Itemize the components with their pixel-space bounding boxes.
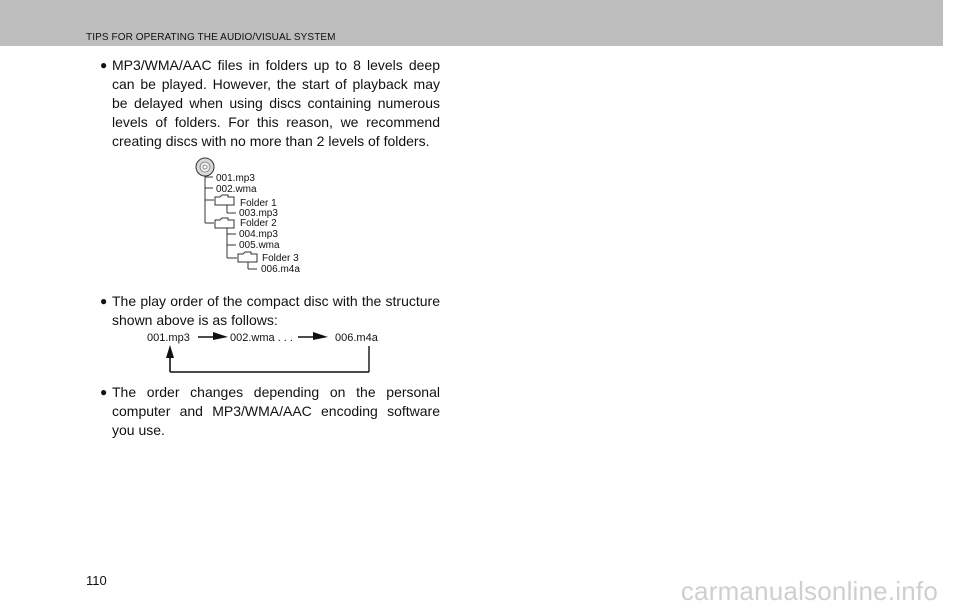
tree-folder-2: Folder 2	[240, 218, 277, 229]
tree-file-003: 003.mp3	[239, 208, 278, 219]
loop-back-arrow	[166, 345, 369, 372]
folder-icon	[215, 195, 234, 205]
folder-icon	[238, 252, 257, 262]
bullet-dot: ●	[100, 385, 108, 399]
play-order-first: 001.mp3	[147, 332, 190, 344]
disc-icon	[196, 158, 214, 176]
bullet-item-encoding-note	[100, 383, 440, 440]
tree-file-005: 005.wma	[239, 240, 280, 251]
bullet-dot: ●	[100, 294, 108, 308]
bullet-text: The order changes depending on the personal computer and MP3/WMA/AAC encoding software you use.	[112, 384, 440, 438]
tree-folder-1: Folder 1	[240, 198, 277, 209]
tree-file-002: 002.wma	[216, 184, 257, 195]
right-arrow-icon	[298, 332, 328, 340]
page-header	[0, 0, 943, 46]
play-order-second: 002.wma . . .	[230, 332, 293, 344]
watermark: carmanualsonline.info	[680, 576, 938, 606]
play-order-diagram	[140, 325, 400, 380]
bullet-dot: ●	[100, 58, 108, 72]
tree-file-001: 001.mp3	[216, 173, 255, 184]
bullet-item-folder-levels	[100, 56, 440, 151]
play-order-last: 006.m4a	[335, 332, 378, 344]
bullet-text: MP3/WMA/AAC files in folders up to 8 levels deep can be played. However, the start of playback may be delayed when using discs containing numerous levels of folders. For this reason, we recommend creating discs with no more than 2 levels of folders.	[112, 57, 440, 149]
tree-folder-3: Folder 3	[262, 253, 299, 264]
bullet-text: The play order of the compact disc with the structure shown above is as follows:	[112, 293, 440, 328]
right-arrow-icon	[198, 332, 228, 340]
page-number: 110	[86, 573, 107, 588]
folder-tree-diagram	[190, 154, 330, 279]
tree-file-004: 004.mp3	[239, 229, 278, 240]
folder-icon	[215, 218, 234, 228]
header-title: TIPS FOR OPERATING THE AUDIO/VISUAL SYSTEM	[86, 32, 336, 43]
tree-file-006: 006.m4a	[261, 264, 300, 275]
